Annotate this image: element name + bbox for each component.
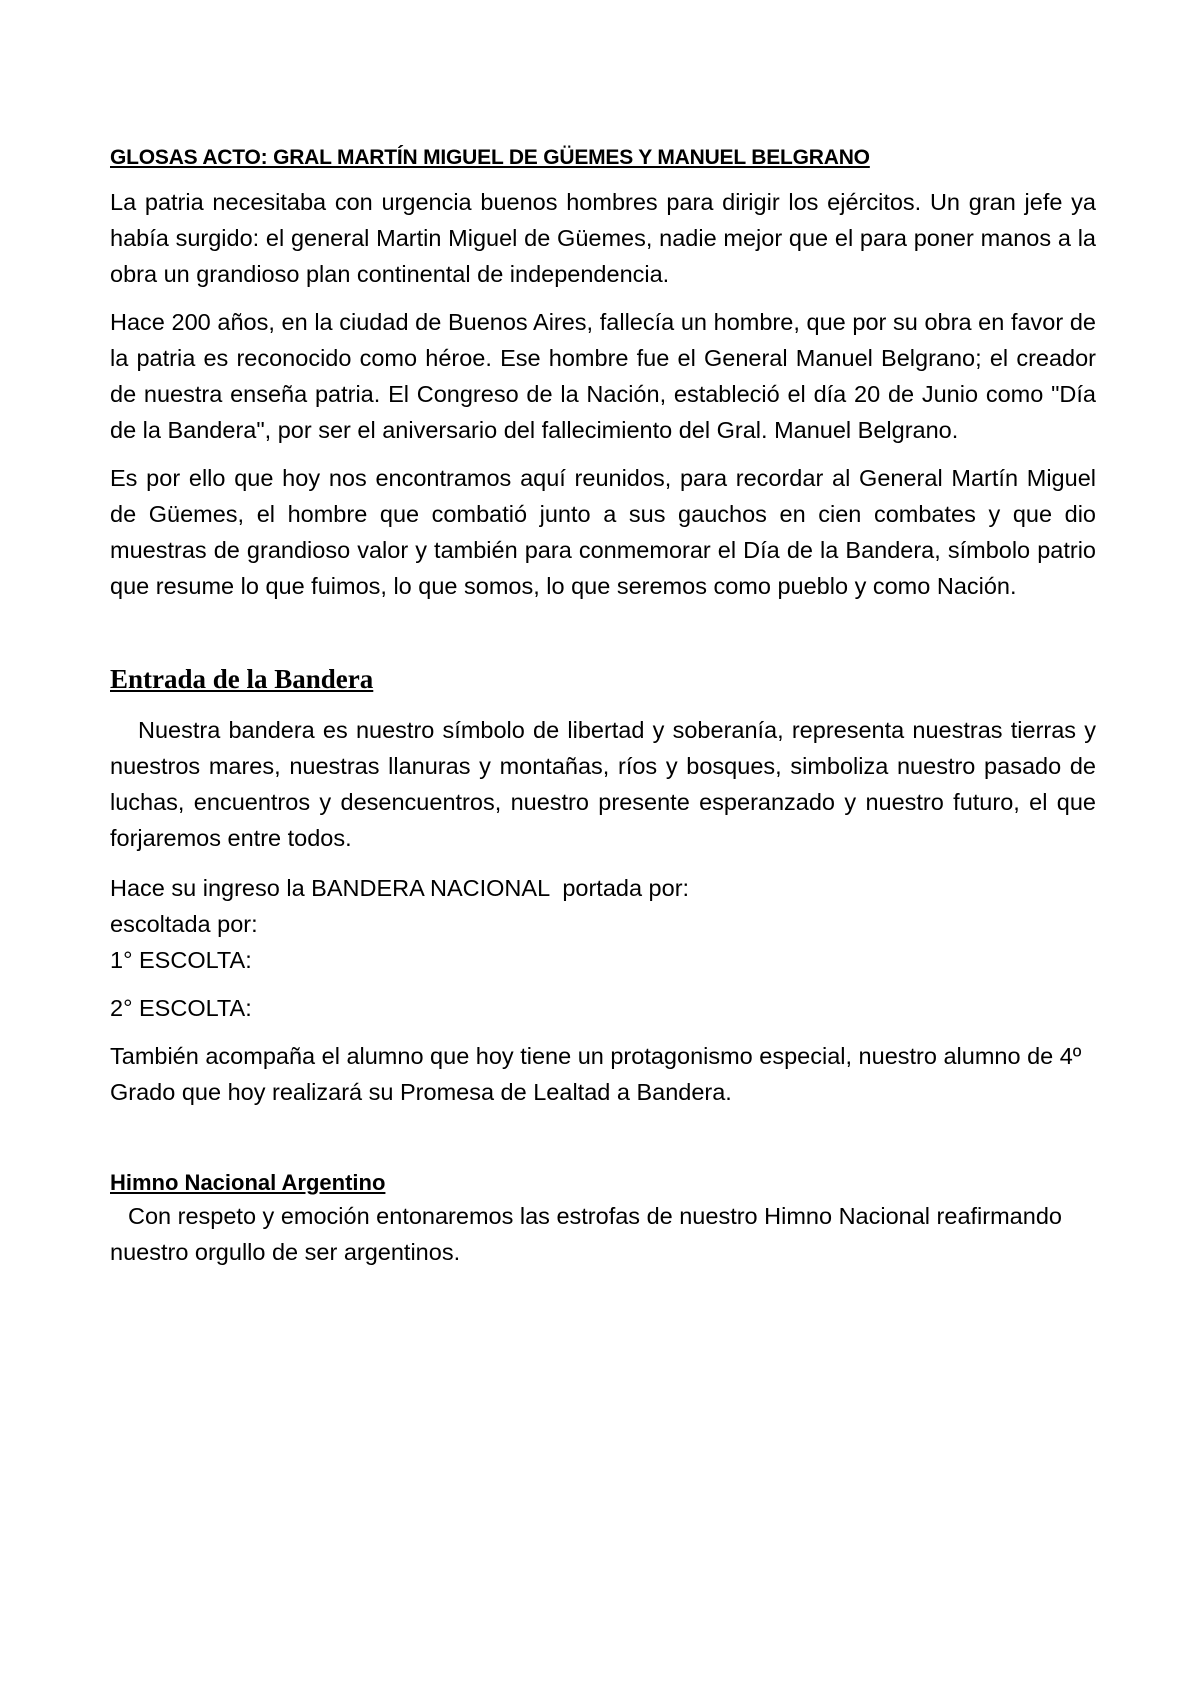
first-escort-line: 1° ESCOLTA: [110, 947, 252, 973]
document-page [110, 144, 1096, 1270]
document-title: GLOSAS ACTO: GRAL MARTÍN MIGUEL DE GÜEMES Y MANUEL BELGRANO [110, 146, 870, 169]
flag-description-paragraph: Nuestra bandera es nuestro símbolo de libertad y soberanía, representa nuestras tierras y nuestros mares, nuestras llanuras y montañas, ríos y bosques, simboliza nuestro pasado de luchas, encuentros y desencuentros, nuestro presente esperanzado y nuestro futuro, el que forjaremos entre todos. [110, 717, 1096, 851]
flag-escort-line: escoltada por: [110, 911, 258, 937]
anthem-heading: Himno Nacional Argentino [110, 1170, 386, 1195]
flag-entry-line: Hace su ingreso la BANDERA NACIONAL portada por: [110, 875, 690, 901]
intro-paragraph-belgrano: Hace 200 años, en la ciudad de Buenos Aires, fallecía un hombre, que por su obra en favor de la patria es reconocido como héroe. Ese hombre fue el General Manuel Belgrano; el creador de nuestra enseña patria. El Congreso de la Nación, estableció el día 20 de Junio como "Día de la Bandera", por ser el aniversario del fallecimiento del Gral. Manuel Belgrano. [110, 309, 1096, 443]
anthem-paragraph: Con respeto y emoción entonaremos las estrofas de nuestro Himno Nacional reafirmando nuestro orgullo de ser argentinos. [110, 1203, 1062, 1265]
second-escort-line: 2° ESCOLTA: [110, 995, 252, 1021]
student-promise-paragraph: También acompaña el alumno que hoy tiene un protagonismo especial, nuestro alumno de 4º Grado que hoy realizará su Promesa de Lealtad a Bandera. [110, 1043, 1082, 1105]
intro-paragraph-purpose: Es por ello que hoy nos encontramos aquí reunidos, para recordar al General Martín Miguel de Güemes, el hombre que combatió junto a sus gauchos en cien combates y que dio muestras de grandioso valor y también para conmemorar el Día de la Bandera, símbolo patrio que resume lo que fuimos, lo que somos, lo que seremos como pueblo y como Nación. [110, 465, 1096, 599]
flag-entry-heading: Entrada de la Bandera [110, 664, 374, 694]
intro-paragraph-guemes: La patria necesitaba con urgencia buenos hombres para dirigir los ejércitos. Un gran jefe ya había surgido: el general Martin Miguel de Güemes, nadie mejor que el para poner manos a la obra un grandioso plan continental de independencia. [110, 189, 1096, 287]
